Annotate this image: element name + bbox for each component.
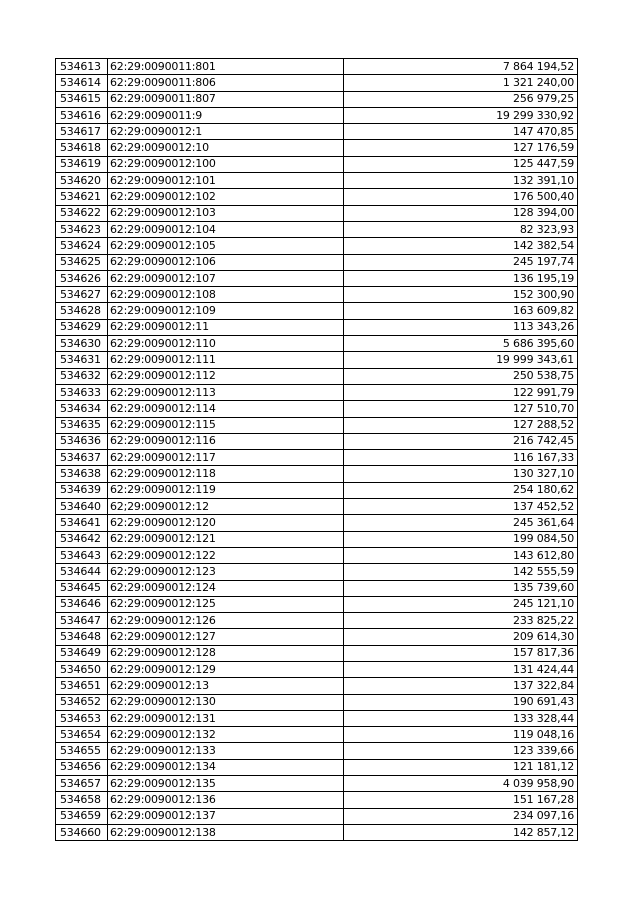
cadastral-number-cell: 62:29:0090011:806 — [108, 75, 344, 91]
cadastral-number-cell: 62:29:0090012:117 — [108, 450, 344, 466]
row-number-cell: 534643 — [56, 547, 108, 563]
cadastral-number-cell: 62:29:0090012:116 — [108, 433, 344, 449]
cadastral-value-cell: 127 176,59 — [344, 140, 578, 156]
cadastral-value-cell: 4 039 958,90 — [344, 776, 578, 792]
table-row — [56, 205, 578, 221]
table-row — [56, 678, 578, 694]
table-row — [56, 270, 578, 286]
cadastral-value-cell: 256 979,25 — [344, 91, 578, 107]
table-row — [56, 91, 578, 107]
cadastral-value-cell: 147 470,85 — [344, 124, 578, 140]
cadastral-number-cell: 62:29:0090012:124 — [108, 580, 344, 596]
row-number-cell: 534654 — [56, 727, 108, 743]
cadastral-number-cell: 62:29:0090012:101 — [108, 173, 344, 189]
cadastral-number-cell: 62:29:0090012:135 — [108, 776, 344, 792]
table-row — [56, 515, 578, 531]
row-number-cell: 534651 — [56, 678, 108, 694]
table-row — [56, 336, 578, 352]
cadastral-value-cell: 157 817,36 — [344, 645, 578, 661]
cadastral-value-cell: 116 167,33 — [344, 450, 578, 466]
cadastral-value-cell: 137 322,84 — [344, 678, 578, 694]
cadastral-number-cell: 62:29:0090012:104 — [108, 221, 344, 237]
row-number-cell: 534644 — [56, 564, 108, 580]
cadastral-number-cell: 62:29:0090012:121 — [108, 531, 344, 547]
cadastral-number-cell: 62:29:0090012:115 — [108, 417, 344, 433]
table-body — [56, 59, 578, 841]
table-row — [56, 433, 578, 449]
row-number-cell: 534656 — [56, 759, 108, 775]
row-number-cell: 534638 — [56, 466, 108, 482]
table-row — [56, 124, 578, 140]
row-number-cell: 534650 — [56, 661, 108, 677]
cadastral-number-cell: 62:29:0090012:128 — [108, 645, 344, 661]
table-row — [56, 629, 578, 645]
row-number-cell: 534623 — [56, 221, 108, 237]
cadastral-number-cell: 62:29:0090012:106 — [108, 254, 344, 270]
table-row — [56, 531, 578, 547]
cadastral-value-cell: 143 612,80 — [344, 547, 578, 563]
cadastral-value-cell: 142 555,59 — [344, 564, 578, 580]
cadastral-number-cell: 62:29:0090012:110 — [108, 336, 344, 352]
row-number-cell: 534632 — [56, 368, 108, 384]
row-number-cell: 534649 — [56, 645, 108, 661]
row-number-cell: 534659 — [56, 808, 108, 824]
cadastral-number-cell: 62:29:0090012:120 — [108, 515, 344, 531]
row-number-cell: 534615 — [56, 91, 108, 107]
cadastral-number-cell: 62:29:0090012:102 — [108, 189, 344, 205]
row-number-cell: 534626 — [56, 270, 108, 286]
cadastral-number-cell: 62:29:0090012:103 — [108, 205, 344, 221]
cadastral-value-cell: 130 327,10 — [344, 466, 578, 482]
cadastral-number-cell: 62:29:0090012:113 — [108, 384, 344, 400]
cadastral-number-cell: 62;29:0090012:12 — [108, 499, 344, 515]
cadastral-number-cell: 62:29:0090012:100 — [108, 156, 344, 172]
cadastral-number-cell: 62:29:0090012:129 — [108, 661, 344, 677]
cadastral-number-cell: 62:29:0090012:11 — [108, 319, 344, 335]
row-number-cell: 534629 — [56, 319, 108, 335]
table-row — [56, 743, 578, 759]
table-row — [56, 156, 578, 172]
cadastral-number-cell: 62:29:0090012:123 — [108, 564, 344, 580]
row-number-cell: 534627 — [56, 287, 108, 303]
row-number-cell: 534652 — [56, 694, 108, 710]
table-row — [56, 694, 578, 710]
row-number-cell: 534648 — [56, 629, 108, 645]
table-row — [56, 107, 578, 123]
cadastral-value-cell: 245 361,64 — [344, 515, 578, 531]
table-row — [56, 221, 578, 237]
row-number-cell: 534639 — [56, 482, 108, 498]
cadastral-number-cell: 62:29:0090011:9 — [108, 107, 344, 123]
table-row — [56, 808, 578, 824]
table-row — [56, 319, 578, 335]
table-row — [56, 466, 578, 482]
table-row — [56, 401, 578, 417]
cadastral-number-cell: 62:29:0090012:134 — [108, 759, 344, 775]
cadastral-number-cell: 62:29:0090012:114 — [108, 401, 344, 417]
cadastral-value-cell: 131 424,44 — [344, 661, 578, 677]
row-number-cell: 534636 — [56, 433, 108, 449]
row-number-cell: 534613 — [56, 59, 108, 75]
cadastral-number-cell: 62:29:0090012:107 — [108, 270, 344, 286]
table-row — [56, 710, 578, 726]
row-number-cell: 534657 — [56, 776, 108, 792]
table-row — [56, 254, 578, 270]
row-number-cell: 534645 — [56, 580, 108, 596]
cadastral-value-cell: 128 394,00 — [344, 205, 578, 221]
row-number-cell: 534633 — [56, 384, 108, 400]
row-number-cell: 534660 — [56, 824, 108, 840]
row-number-cell: 534621 — [56, 189, 108, 205]
cadastral-value-cell: 245 197,74 — [344, 254, 578, 270]
row-number-cell: 534646 — [56, 596, 108, 612]
cadastral-value-cell: 245 121,10 — [344, 596, 578, 612]
table-row — [56, 384, 578, 400]
cadastral-value-table — [55, 58, 578, 841]
table-row — [56, 238, 578, 254]
row-number-cell: 534642 — [56, 531, 108, 547]
cadastral-value-cell: 7 864 194,52 — [344, 59, 578, 75]
row-number-cell: 534622 — [56, 205, 108, 221]
row-number-cell: 534620 — [56, 173, 108, 189]
table-row — [56, 596, 578, 612]
table-row — [56, 189, 578, 205]
cadastral-number-cell: 62:29:0090012:133 — [108, 743, 344, 759]
cadastral-number-cell: 62:29:0090012:108 — [108, 287, 344, 303]
table-row — [56, 613, 578, 629]
table-row — [56, 645, 578, 661]
table-row — [56, 368, 578, 384]
table-row — [56, 303, 578, 319]
cadastral-value-cell: 152 300,90 — [344, 287, 578, 303]
cadastral-value-cell: 254 180,62 — [344, 482, 578, 498]
cadastral-value-cell: 121 181,12 — [344, 759, 578, 775]
table-row — [56, 75, 578, 91]
cadastral-number-cell: 62:29:0090012:132 — [108, 727, 344, 743]
cadastral-number-cell: 62:29:0090012:10 — [108, 140, 344, 156]
cadastral-value-cell: 209 614,30 — [344, 629, 578, 645]
table-row — [56, 482, 578, 498]
cadastral-value-cell: 234 097,16 — [344, 808, 578, 824]
row-number-cell: 534625 — [56, 254, 108, 270]
table-row — [56, 59, 578, 75]
cadastral-value-cell: 122 991,79 — [344, 384, 578, 400]
row-number-cell: 534619 — [56, 156, 108, 172]
cadastral-number-cell: 62:29:0090012:125 — [108, 596, 344, 612]
cadastral-value-cell: 119 048,16 — [344, 727, 578, 743]
row-number-cell: 534641 — [56, 515, 108, 531]
cadastral-number-cell: 62:29:0090012:126 — [108, 613, 344, 629]
cadastral-value-cell: 19 999 343,61 — [344, 352, 578, 368]
cadastral-number-cell: 62:29:0090012:137 — [108, 808, 344, 824]
cadastral-value-cell: 127 510,70 — [344, 401, 578, 417]
row-number-cell: 534616 — [56, 107, 108, 123]
row-number-cell: 534653 — [56, 710, 108, 726]
cadastral-number-cell: 62:29:0090012:112 — [108, 368, 344, 384]
cadastral-value-cell: 190 691,43 — [344, 694, 578, 710]
table-row — [56, 417, 578, 433]
cadastral-value-cell: 113 343,26 — [344, 319, 578, 335]
cadastral-value-cell: 5 686 395,60 — [344, 336, 578, 352]
row-number-cell: 534658 — [56, 792, 108, 808]
cadastral-value-cell: 123 339,66 — [344, 743, 578, 759]
cadastral-number-cell: 62:29:0090012:138 — [108, 824, 344, 840]
cadastral-number-cell: 62:29:0090012:136 — [108, 792, 344, 808]
cadastral-number-cell: 62:29:0090012:130 — [108, 694, 344, 710]
cadastral-value-cell: 125 447,59 — [344, 156, 578, 172]
cadastral-value-cell: 199 084,50 — [344, 531, 578, 547]
table-row — [56, 661, 578, 677]
cadastral-value-cell: 233 825,22 — [344, 613, 578, 629]
table-row — [56, 450, 578, 466]
table-row — [56, 547, 578, 563]
cadastral-value-cell: 151 167,28 — [344, 792, 578, 808]
row-number-cell: 534624 — [56, 238, 108, 254]
cadastral-number-cell: 62:29:0090012:109 — [108, 303, 344, 319]
cadastral-number-cell: 62:29:0090012:1 — [108, 124, 344, 140]
cadastral-number-cell: 62:29:0090011:807 — [108, 91, 344, 107]
row-number-cell: 534618 — [56, 140, 108, 156]
row-number-cell: 534655 — [56, 743, 108, 759]
cadastral-number-cell: 62:29:0090012:122 — [108, 547, 344, 563]
cadastral-value-cell: 133 328,44 — [344, 710, 578, 726]
table-row — [56, 776, 578, 792]
cadastral-value-cell: 176 500,40 — [344, 189, 578, 205]
table-row — [56, 352, 578, 368]
row-number-cell: 534614 — [56, 75, 108, 91]
cadastral-number-cell: 62:29:0090012:111 — [108, 352, 344, 368]
table-row — [56, 727, 578, 743]
table-row — [56, 287, 578, 303]
row-number-cell: 534631 — [56, 352, 108, 368]
cadastral-value-cell: 136 195,19 — [344, 270, 578, 286]
cadastral-value-cell: 137 452,52 — [344, 499, 578, 515]
row-number-cell: 534630 — [56, 336, 108, 352]
cadastral-value-cell: 142 857,12 — [344, 824, 578, 840]
row-number-cell: 534634 — [56, 401, 108, 417]
cadastral-number-cell: 62:29:0090012:127 — [108, 629, 344, 645]
cadastral-number-cell: 62:29:0090012:118 — [108, 466, 344, 482]
table-row — [56, 580, 578, 596]
row-number-cell: 534637 — [56, 450, 108, 466]
cadastral-number-cell: 62:29:0090012:13 — [108, 678, 344, 694]
row-number-cell: 534635 — [56, 417, 108, 433]
table-row — [56, 173, 578, 189]
cadastral-value-cell: 135 739,60 — [344, 580, 578, 596]
table-row — [56, 564, 578, 580]
cadastral-value-cell: 250 538,75 — [344, 368, 578, 384]
cadastral-value-cell: 142 382,54 — [344, 238, 578, 254]
cadastral-value-cell: 82 323,93 — [344, 221, 578, 237]
cadastral-value-cell: 127 288,52 — [344, 417, 578, 433]
cadastral-value-cell: 132 391,10 — [344, 173, 578, 189]
table-row — [56, 140, 578, 156]
table-row — [56, 824, 578, 840]
row-number-cell: 534617 — [56, 124, 108, 140]
cadastral-value-cell: 19 299 330,92 — [344, 107, 578, 123]
row-number-cell: 534640 — [56, 499, 108, 515]
cadastral-number-cell: 62:29:0090012:105 — [108, 238, 344, 254]
row-number-cell: 534628 — [56, 303, 108, 319]
table-row — [56, 759, 578, 775]
cadastral-number-cell: 62:29:0090011:801 — [108, 59, 344, 75]
cadastral-value-cell: 1 321 240,00 — [344, 75, 578, 91]
cadastral-value-cell: 216 742,45 — [344, 433, 578, 449]
cadastral-number-cell: 62:29:0090012:119 — [108, 482, 344, 498]
cadastral-value-cell: 163 609,82 — [344, 303, 578, 319]
cadastral-number-cell: 62:29:0090012:131 — [108, 710, 344, 726]
table-row — [56, 792, 578, 808]
row-number-cell: 534647 — [56, 613, 108, 629]
table-row — [56, 499, 578, 515]
